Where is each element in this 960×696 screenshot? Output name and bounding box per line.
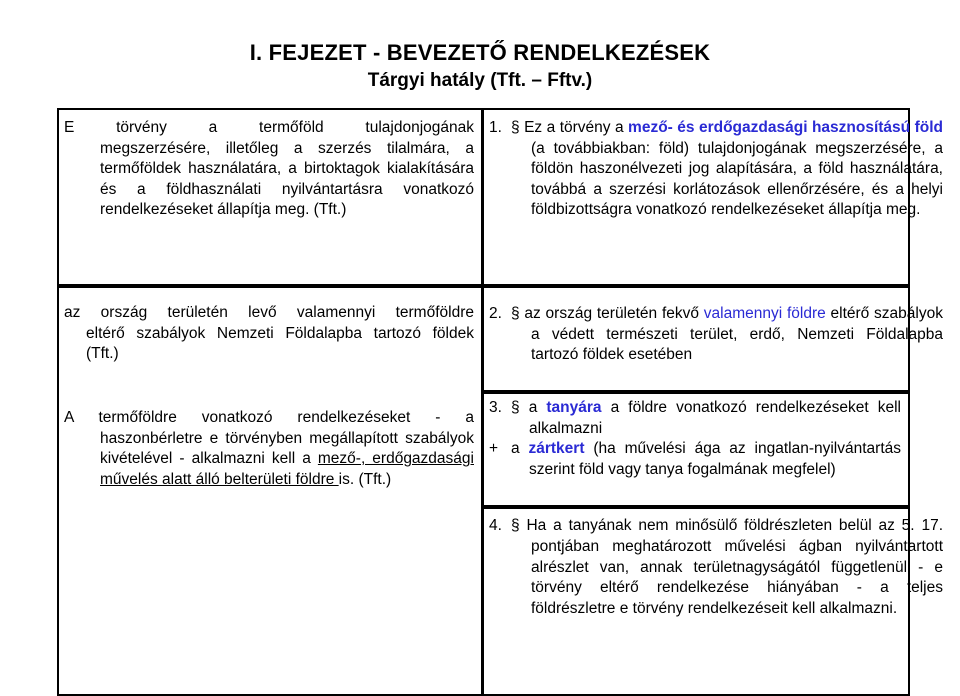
item-2-text-a: az ország területén fekvő xyxy=(524,305,704,322)
left-p3-underlined: mező-, erdőgazdasági művelés alatt álló belterületi földre xyxy=(100,450,474,488)
item-1-number: 1. xyxy=(489,119,502,136)
item-1-text-a: Ez a törvény a xyxy=(524,119,629,136)
item-3-line-a xyxy=(489,398,901,439)
item-3-highlight-2: zártkert xyxy=(528,440,585,458)
item-2-highlight: valamennyi földre xyxy=(703,305,826,322)
section-sign-1: § xyxy=(511,119,520,136)
item-1-highlight: mező- és erdőgazdasági hasznosítású föld xyxy=(628,119,943,136)
chapter-title: I. FEJEZET - BEVEZETŐ RENDELKEZÉSEK xyxy=(249,40,711,65)
item-3-number: 3. xyxy=(489,399,502,416)
right-item-2 xyxy=(489,304,943,366)
item-2-number: 2. xyxy=(489,305,502,322)
section-sign-3: § xyxy=(511,399,520,416)
left-paragraph-all-land xyxy=(64,303,474,365)
left-p3-text-a: haszonbérletre e törvényben megállapított szabályok kivételével - alkalmazni kell a xyxy=(100,429,474,468)
left-p3-text-b: is. (Tft.) xyxy=(338,470,392,488)
item-3-highlight: tanyára xyxy=(546,399,602,416)
right-item-1 xyxy=(489,118,943,221)
item-2-text-b: eltérő szabályok a védett természeti terület, erdő, Nemzeti Földalapba tartozó földek esetében xyxy=(531,305,943,364)
item-4-text: Ha a tanyának nem minősülő földrészleten belül az 5. 17. pontjában meghatározott művelési ágban nyilvántartott alrészlet van, annak területnagyságától függetlenül - e törvény eltérő rendelkezése hiányában - a teljes földrészletre e törvény rendelkezéseit kell alkalmazni. xyxy=(526,517,943,618)
left-p2-rest: eltérő szabályok Nemzeti Földalapba tartozó földek (Tft.) xyxy=(86,324,474,363)
item-3-plus: + xyxy=(489,440,499,458)
left-p3-rest xyxy=(64,429,474,491)
left-paragraph-urban-land xyxy=(64,408,474,490)
right-item-4 xyxy=(489,516,943,620)
section-sign-2: § xyxy=(511,305,520,322)
item-3-text-b: a földre vonatkozó rendelkezéseket kell alkalmazni xyxy=(529,399,901,437)
item-3-text-c: a xyxy=(511,440,529,458)
left-p2-first-line: az ország területén levő valamennyi termőföldre xyxy=(64,304,474,321)
item-3-text-a: a xyxy=(528,399,547,416)
right-item-3 xyxy=(489,398,901,480)
item-3-line-b xyxy=(489,439,901,480)
item-4-number: 4. xyxy=(489,517,502,534)
left-paragraph-scope xyxy=(64,118,474,221)
chapter-subtitle: Tárgyi hatály (Tft. – Fftv.) xyxy=(367,70,593,91)
left-p1-rest: megszerzésére, illetőleg a szerzés tilalmára, a termőföldek használatára, a birtoktagok kialakítására és a földhasználati nyilvántartásra vonatkozó rendelkezéseket állapítja meg. (Tft.) xyxy=(100,139,474,219)
item-3-text-d: (ha művelési ága az ingatlan-nyilvántartás szerint föld vagy tanya fogalmának megfelel) xyxy=(529,440,902,478)
left-p1-first-line: E törvény a termőföld tulajdonjogának xyxy=(64,119,474,136)
left-p3-first-line: A termőföldre vonatkozó rendelkezéseket - a xyxy=(64,409,474,426)
section-sign-4: § xyxy=(511,517,520,534)
item-1-text-b: (a továbbiakban: föld) tulajdonjogának megszerzésére, a földön haszonélvezeti jog alapítására, a föld használatára, továbbá a szerzési korlátozások ellenőrzésére, és a helyi földbizottságra vonatkozó rendelkezéseket állapítja meg. xyxy=(531,139,943,219)
